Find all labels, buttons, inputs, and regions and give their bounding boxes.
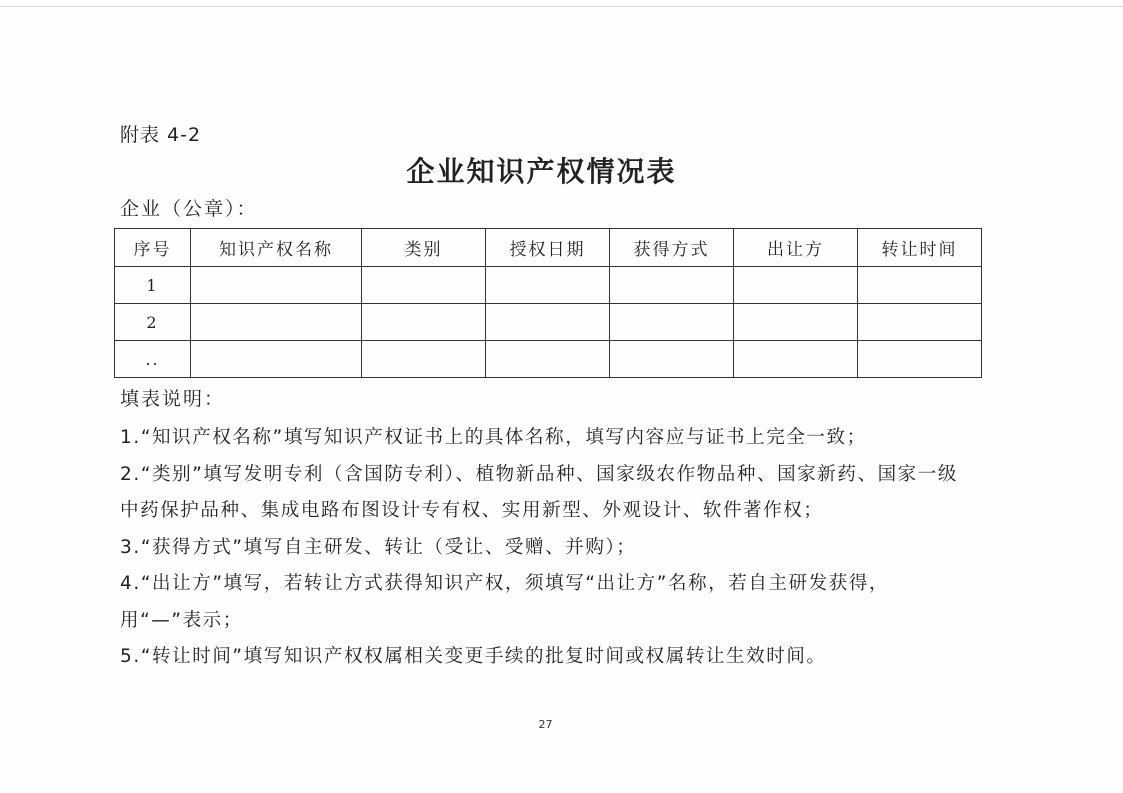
table-cell: [734, 304, 858, 341]
column-header-transfer-time: 转让时间: [858, 229, 982, 267]
table-cell: [191, 304, 362, 341]
column-header-grant-date: 授权日期: [486, 229, 610, 267]
table-cell: [858, 304, 982, 341]
table-cell: [486, 304, 610, 341]
table-cell: [486, 341, 610, 378]
column-header-index: 序号: [115, 229, 191, 267]
note-item: 4.“出让方”填写，若转让方式获得知识产权，须填写“出让方”名称，若自主研发获得，用“—”表示；: [120, 573, 890, 631]
table-row: [115, 304, 982, 341]
column-header-ip-name: 知识产权名称: [191, 229, 362, 267]
table-header-row: [115, 229, 982, 267]
table-cell-index: ..: [115, 341, 191, 378]
scan-edge-divider: [0, 6, 1123, 7]
company-seal-label: 企业（公章）：: [120, 198, 258, 220]
table-cell: [734, 341, 858, 378]
notes-heading: 填表说明：: [120, 388, 226, 410]
page-title: 企业知识产权情况表: [406, 155, 677, 188]
table-cell: [362, 304, 486, 341]
column-header-category: 类别: [362, 229, 486, 267]
table-cell: [191, 341, 362, 378]
table-cell: [858, 267, 982, 304]
ip-table: [114, 228, 982, 378]
table-cell: [486, 267, 610, 304]
table-cell: [610, 304, 734, 341]
note-item: 5.“转让时间”填写知识产权权属相关变更手续的批复时间或权属转让生效时间。: [120, 646, 827, 667]
column-header-transferor: 出让方: [734, 229, 858, 267]
column-header-acquisition-method: 获得方式: [610, 229, 734, 267]
note-item: 2.“类别”填写发明专利（含国防专利）、植物新品种、国家级农作物品种、国家新药、国家一级中药保护品种、集成电路布图设计专有权、实用新型、外观设计、软件著作权；: [120, 463, 958, 521]
note-item: 1.“知识产权名称”填写知识产权证书上的具体名称，填写内容应与证书上完全一致；: [120, 427, 867, 448]
table-cell: [858, 341, 982, 378]
table-row: [115, 341, 982, 378]
annex-label: 附表 4-2: [120, 124, 202, 146]
notes-list: [120, 420, 970, 676]
table-cell: [610, 341, 734, 378]
note-item: 3.“获得方式”填写自主研发、转让（受让、受赠、并购）；: [120, 536, 637, 558]
table-cell: [191, 267, 362, 304]
table-cell: [362, 267, 486, 304]
table-cell-index: 1: [115, 267, 191, 304]
table-cell: [610, 267, 734, 304]
table-row: [115, 267, 982, 304]
table-cell: [734, 267, 858, 304]
table-cell: [362, 341, 486, 378]
table-cell-index: 2: [115, 304, 191, 341]
page-number: 27: [538, 718, 553, 731]
